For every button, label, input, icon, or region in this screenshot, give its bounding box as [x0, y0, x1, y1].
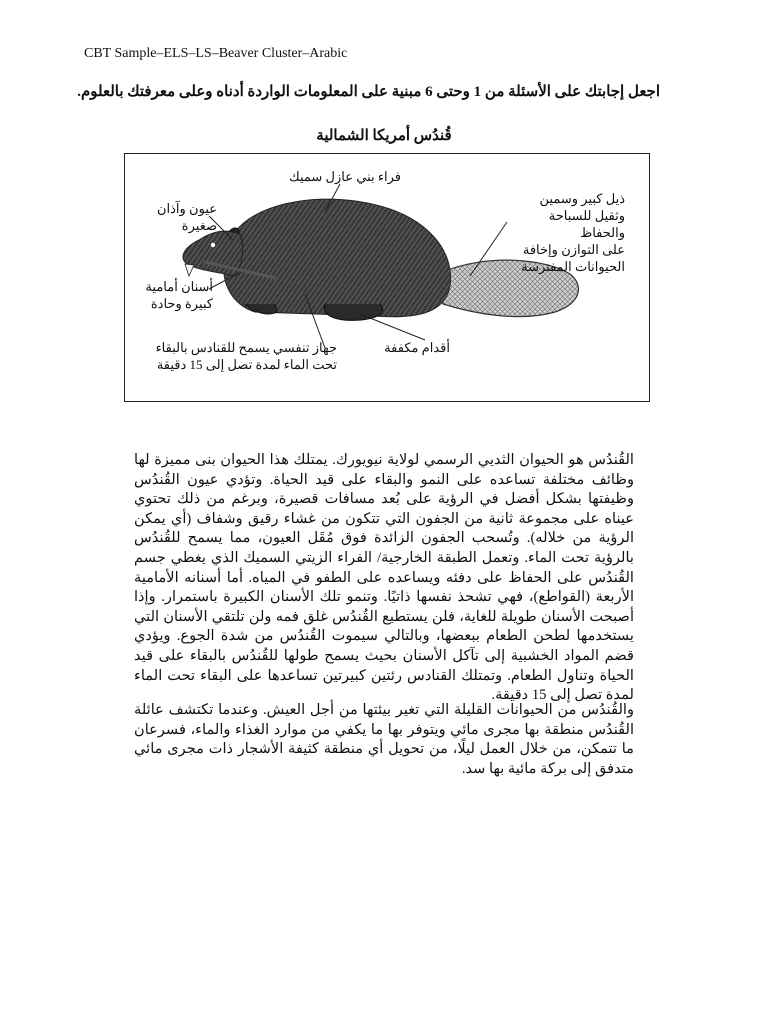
- teeth-shape: [185, 264, 194, 276]
- body-shape: [224, 199, 451, 317]
- beaver-figure: [124, 153, 650, 402]
- document-header: CBT Sample–ELS–LS–Beaver Cluster–Arabic: [84, 46, 348, 61]
- label-tail: ذيل كبير وسمين وثقيل للسباحة والحفاظ على التوازن وإخافة الحيوانات المفترسة: [521, 191, 625, 274]
- label-fur: فراء بني عازل سميك: [289, 169, 401, 184]
- hind-foot-shape: [324, 304, 382, 320]
- label-breathing: جهاز تنفسي يسمح للقنادس بالبقاء تحت الماء لمدة تصل إلى 15 دقيقة: [155, 340, 337, 372]
- instruction-text: اجعل إجابتك على الأسئلة من 1 وحتى 6 مبنية على المعلومات الواردة أدناه وعلى معرفتك بالعلوم.: [77, 84, 660, 100]
- paragraph-1: القُندُس هو الحيوان الثديي الرسمي لولاية نيويورك. يمتلك هذا الحيوان بنى مميزة لها وظائف مختلفة تساعده على النمو والبقاء على قيد الحياة. وتؤدي عيون القُندُس وظيفتها بشكل أفضل في الرؤية على بُعد مسافات قصيرة، وبرغم من ذلك تحتوي عيناه على مجموعة ثانية من الجفون التي تتكون من غشاء رقيق وشفاف (أي يمكن الرؤية من خلاله). وتُسحب الجفون الزائدة فوق مُقَل العيون، مما يسمح للقُندُس بالرؤية تحت الماء. وتعمل الطبقة الخارجية/ الفراء الزيتي السميك الذي يغطي جسم القُندُس على الحفاظ على دفئه ويساعده على الطفو في المياه. أما أسنانه الأمامية الأربعة (القواطع)، فهي تشحذ نفسها ذاتيًا. وتنمو تلك الأسنان الكبيرة باستمرار. وإذا أصبحت الأسنان طويلة للغاية، فلن يستطيع القُندُس غلق فمه ولن تلتقي الأسنان التي يستخدمها لطحن الطعام ببعضها، وبالتالي سيموت القُندُس من شدة الجوع. ويؤدي قضم المواد الخشبية إلى تآكل الأسنان بحيث يسمح طولها للقُندُس بالبقاء على قيد الحياة وتناول الطعام. وتمتلك القنادس رئتين كبيرتين تساعدها على البقاء تحت الماء لمدة تصل إلى 15 دقيقة.: [134, 452, 634, 704]
- eye-shape: [211, 243, 215, 247]
- label-feet: أقدام مكففة: [384, 340, 450, 355]
- label-teeth: أسنان أمامية كبيرة وحادة: [145, 279, 213, 311]
- figure-title: قُندُس أمريكا الشمالية: [316, 128, 452, 144]
- label-eyes-ears: عيون وآذان صغيرة: [156, 201, 217, 233]
- paragraph-2: والقُندُس من الحيوانات القليلة التي تغير بيئتها من أجل العيش. وعندما تكتشف عائلة القُندُس منطقة بها مجرى مائي ويتوفر بها ما يكفي من موارد الغذاء والماء، فسرعان ما تتمكن، من خلال العمل ليلًا، من تحويل أي منطقة كثيفة الأشجار ذات مجرى مائي متدفق إلى بركة مائية بها سد.: [134, 702, 634, 777]
